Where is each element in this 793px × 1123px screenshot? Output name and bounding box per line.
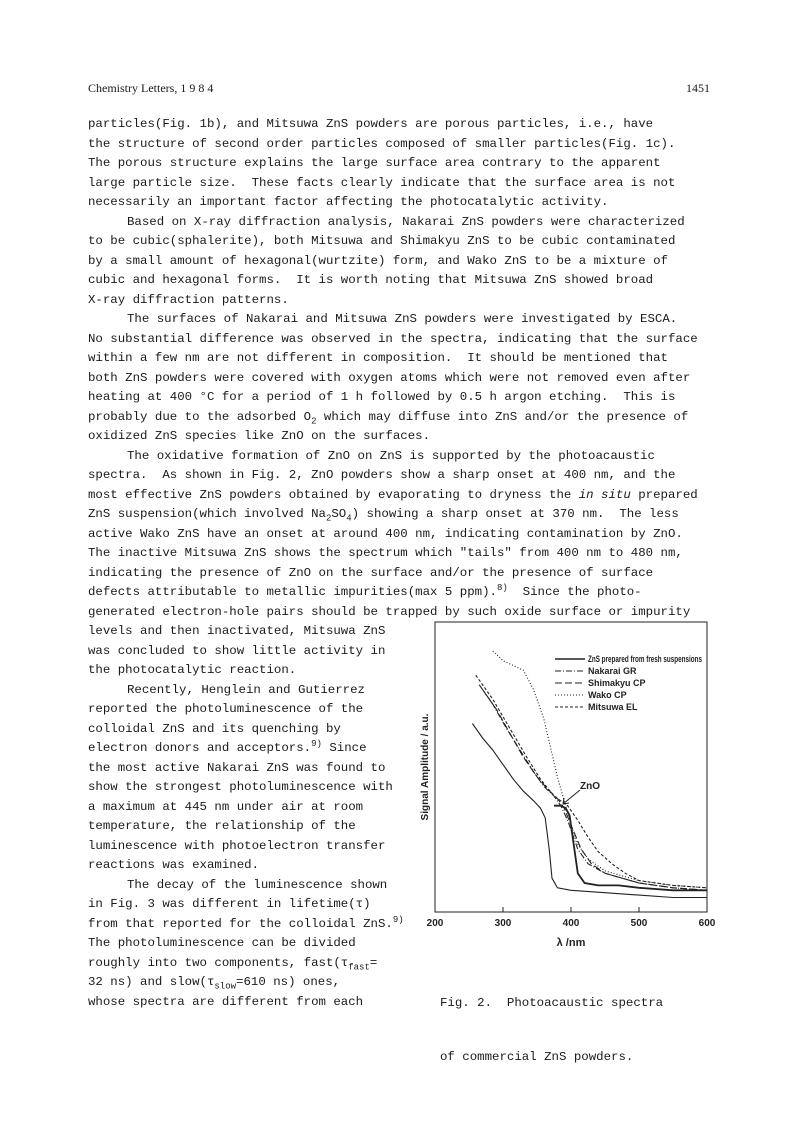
page-number: 1451: [686, 81, 710, 95]
text-line: to be cubic(sphalerite), both Mitsuwa and Shimakyu ZnS to be cubic contaminated: [88, 234, 676, 248]
text-line: within a few nm are not different in composition. It should be mentioned that: [88, 351, 668, 365]
text-line: heating at 400 °C for a period of 1 h followed by 0.5 h argon etching. This is: [88, 390, 676, 404]
caption-line-2: of commercial ZnS powders.: [440, 1050, 634, 1064]
legend-label-1: Nakarai GR: [588, 666, 637, 676]
x-tick-label-1: 300: [494, 918, 512, 929]
text-line: [88, 410, 688, 425]
text-line: The porous structure explains the large surface area contrary to the apparent: [88, 156, 661, 170]
text-fragment: from that reported for the colloidal ZnS.: [88, 916, 393, 931]
x-tick-label-2: 400: [562, 918, 580, 929]
text-fragment: 9): [311, 738, 322, 749]
text-line: both ZnS powders were covered with oxygen atoms which were not removed even after: [88, 370, 691, 385]
text-fragment: fast: [348, 961, 370, 972]
text-line: generated electron-hole pairs should be trapped by such oxide surface or impurity: [88, 604, 691, 619]
text-line: Recently, Henglein and Gutierrez: [127, 682, 365, 697]
text-fragment: 9): [392, 914, 404, 925]
text-line: was concluded to show little activity in: [88, 643, 386, 658]
legend-label-2: Shimakyu CP: [588, 678, 646, 688]
text-line: oxidized ZnS species like ZnO on the surfaces.: [88, 429, 431, 443]
text-line: The inactive Mitsuwa ZnS shows the spectrum which "tails" from 400 nm to 480 nm,: [88, 546, 683, 560]
text-line: necessarily an important factor affecting the photocatalytic activity.: [88, 195, 609, 209]
text-fragment: 4: [346, 513, 352, 524]
text-line: [88, 914, 404, 932]
text-fragment: =: [369, 955, 378, 970]
text-line: No substantial difference was observed in the spectra, indicating that the surface: [88, 331, 698, 346]
tick-layer: [427, 907, 716, 929]
text-fragment: 2: [311, 415, 317, 426]
text-fragment: 8): [496, 582, 508, 593]
caption-line-1: Fig. 2. Photoacaustic spectra: [440, 996, 664, 1010]
text-line: [88, 582, 642, 600]
text-fragment: which may diffuse into ZnS and/or the presence of: [316, 409, 689, 424]
x-axis-label: λ /nm: [556, 937, 586, 949]
text-line: cubic and hexagonal forms. It is worth noting that Mitsuwa ZnS showed broad: [88, 273, 654, 287]
text-fragment: slow: [214, 981, 237, 992]
text-fragment: 32 ns) and slow(τ: [88, 975, 215, 989]
text-line: whose spectra are different from each: [88, 994, 364, 1009]
zno-arrow: [563, 790, 580, 804]
text-fragment: Since: [321, 741, 367, 755]
text-line: spectra. As shown in Fig. 2, ZnO powders show a sharp onset at 400 nm, and the: [88, 468, 676, 482]
text-line: The surfaces of Nakarai and Mitsuwa ZnS powders were investigated by ESCA.: [127, 312, 678, 326]
text-line: X-ray diffraction patterns.: [88, 292, 289, 307]
text-fragment: prepared: [630, 487, 698, 502]
text-fragment: electron donors and acceptors.: [88, 741, 312, 755]
text-line: by a small amount of hexagonal(wurtzite) form, and Wako ZnS to be a mixture of: [88, 253, 668, 268]
chart-frame: [435, 622, 707, 912]
text-line: The decay of the luminescence shown: [127, 877, 388, 892]
journal-name: Chemistry Letters, 1 9 8 4: [88, 81, 214, 95]
text-fragment: ZnS suspension(which involved Na: [88, 507, 326, 521]
text-fragment: roughly into two components, fast(τ: [88, 955, 349, 970]
text-line: [88, 956, 377, 971]
text-fragment: probably due to the adsorbed O: [88, 409, 312, 424]
text-line: large particle size. These facts clearly indicate that the surface area is not: [88, 175, 676, 190]
series-line-0: [472, 724, 707, 898]
x-tick-label-3: 500: [630, 918, 648, 929]
text-fragment: defects attributable to metallic impurities(max 5 ppm).: [88, 585, 497, 599]
text-fragment: SO: [331, 507, 347, 521]
text-line: active Wako ZnS have an onset at around 400 nm, indicating contamination by ZnO.: [88, 526, 683, 541]
text-line: particles(Fig. 1b), and Mitsuwa ZnS powders are porous particles, i.e., have: [88, 117, 654, 131]
figure-caption: [440, 958, 720, 1084]
text-line: in Fig. 3 was different in lifetime(τ): [88, 897, 371, 911]
photoacoustic-chart: [415, 612, 715, 952]
legend-label-3: Wako CP: [588, 690, 627, 700]
text-line: show the strongest photoluminescence with: [88, 780, 393, 794]
text-line: luminescence with photoelectron transfer: [88, 838, 386, 853]
text-line: colloidal ZnS and its quenching by: [88, 721, 341, 736]
text-line: [88, 975, 340, 990]
legend: [555, 654, 702, 712]
text-line: [88, 507, 679, 522]
text-fragment: Since the photo-: [507, 585, 642, 599]
legend-label-4: Mitsuwa EL: [588, 702, 638, 712]
text-fragment: ) showing a sharp onset at 370 nm. The less: [351, 507, 679, 521]
y-axis-label: Signal Amplitude / a.u.: [420, 713, 431, 821]
text-line: reported the photoluminescence of the: [88, 702, 364, 716]
text-line: temperature, the relationship of the: [88, 819, 356, 833]
text-line: the most active Nakarai ZnS was found to: [88, 760, 386, 775]
text-line: The oxidative formation of ZnO on ZnS is supported by the photoacaustic: [127, 448, 655, 463]
text-line: [88, 738, 367, 756]
text-line: the structure of second order particles composed of smaller particles(Fig. 1c).: [88, 136, 676, 151]
text-line: a maximum at 445 nm under air at room: [88, 799, 364, 814]
text-fragment: in situ: [578, 487, 631, 502]
text-line: indicating the presence of ZnO on the surface and/or the presence of surface: [88, 565, 654, 580]
text-line: Based on X-ray diffraction analysis, Nakarai ZnS powders were characterized: [127, 214, 685, 229]
text-line: [88, 488, 698, 503]
x-tick-label-4: 600: [698, 918, 716, 929]
text-fragment: 2: [325, 513, 332, 524]
text-line: reactions was examined.: [88, 858, 260, 872]
zno-annotation: ZnO: [580, 781, 600, 792]
text-line: levels and then inactivated, Mitsuwa ZnS: [88, 624, 386, 638]
text-fragment: =610 ns) ones,: [236, 975, 341, 989]
text-line: the photocatalytic reaction.: [88, 663, 297, 677]
legend-label-0: ZnS prepared from fresh suspensions: [588, 654, 702, 664]
text-fragment: most effective ZnS powders obtained by evaporating to dryness the: [88, 487, 579, 502]
x-tick-label-0: 200: [426, 918, 444, 929]
text-line: The photoluminescence can be divided: [88, 936, 356, 950]
